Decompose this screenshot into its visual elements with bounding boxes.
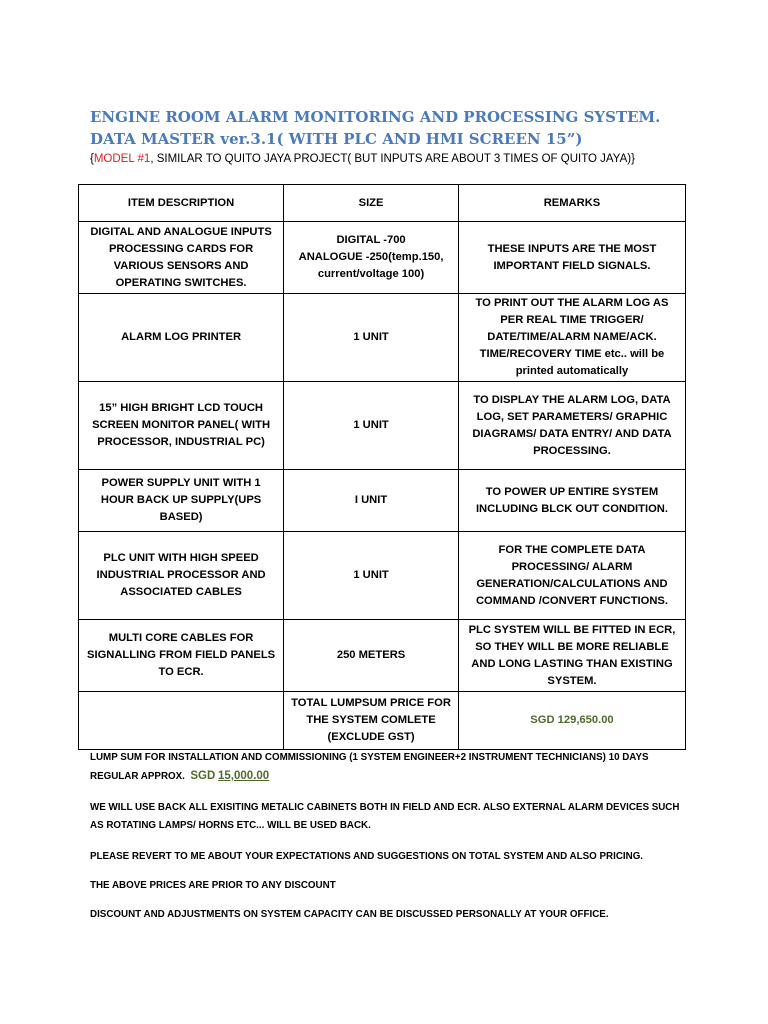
total-price: SGD 129,650.00: [458, 692, 685, 750]
subtitle: [90, 151, 635, 167]
installation-amount: 15,000.00: [218, 770, 270, 782]
row-size: I UNIT: [284, 470, 459, 532]
table-header-row: [79, 185, 686, 222]
table-row: [79, 620, 686, 692]
table-row: [79, 382, 686, 470]
row-description: 15” HIGH BRIGHT LCD TOUCH SCREEN MONITOR PANEL( WITH PROCESSOR, INDUSTRIAL PC): [79, 382, 284, 470]
header-item-description: ITEM DESCRIPTION: [79, 185, 284, 222]
document-title: ENGINE ROOM ALARM MONITORING AND PROCESSING SYSTEM. DATA MASTER ver.3.1( WITH PLC AND HMI SCREEN 15”): [90, 108, 661, 148]
brace-open: {: [90, 153, 94, 165]
model-label: MODEL #1: [93, 153, 151, 165]
row-size: 1 UNIT: [284, 532, 459, 620]
row-description: ALARM LOG PRINTER: [79, 294, 284, 382]
row-size: 250 METERS: [284, 620, 459, 692]
table-row: [79, 470, 686, 532]
discount-note: THE ABOVE PRICES ARE PRIOR TO ANY DISCOUNT: [90, 880, 336, 891]
row-remarks: THESE INPUTS ARE THE MOST IMPORTANT FIELD SIGNALS.: [458, 222, 685, 294]
table-row: [79, 532, 686, 620]
installation-currency: SGD: [190, 770, 216, 782]
size-analogue: ANALOGUE -250(temp.150, current/voltage 100): [298, 251, 444, 280]
row-description: POWER SUPPLY UNIT WITH 1 HOUR BACK UP SUPPLY(UPS BASED): [79, 470, 284, 532]
row-size: 1 UNIT: [284, 382, 459, 470]
total-label: TOTAL LUMPSUM PRICE FOR THE SYSTEM COMLETE (EXCLUDE GST): [284, 692, 459, 750]
revert-note: PLEASE REVERT TO ME ABOUT YOUR EXPECTATIONS AND SUGGESTIONS ON TOTAL SYSTEM AND ALSO PRICING.: [90, 851, 644, 862]
header-remarks: REMARKS: [458, 185, 685, 222]
row-remarks: TO POWER UP ENTIRE SYSTEM INCLUDING BLCK OUT CONDITION.: [458, 470, 685, 532]
installation-text: LUMP SUM FOR INSTALLATION AND COMMISSIONING (1 SYSTEM ENGINEER+2 INSTRUMENT TECHNICIANS) 10 DAYS REGULAR APPROX.: [90, 752, 649, 782]
specification-table: [78, 184, 686, 750]
total-empty-cell: [79, 692, 284, 750]
row-description: MULTI CORE CABLES FOR SIGNALLING FROM FIELD PANELS TO ECR.: [79, 620, 284, 692]
row-size: [284, 222, 459, 294]
reuse-note: WE WILL USE BACK ALL EXISITING METALIC CABINETS BOTH IN FIELD AND ECR. ALSO EXTERNAL ALARM DEVICES SUCH AS ROTATING LAMPS/ HORNS ETC... WILL BE USED BACK.: [90, 802, 680, 831]
row-remarks: TO PRINT OUT THE ALARM LOG AS PER REAL TIME TRIGGER/ DATE/TIME/ALARM NAME/ACK. TIME/RECOVERY TIME etc.. will be printed automatically: [458, 294, 685, 382]
table-row: [79, 294, 686, 382]
row-remarks: FOR THE COMPLETE DATA PROCESSING/ ALARM GENERATION/CALCULATIONS AND COMMAND /CONVERT FUNCTIONS.: [458, 532, 685, 620]
row-size: 1 UNIT: [284, 294, 459, 382]
table-row: [79, 222, 686, 294]
row-remarks: PLC SYSTEM WILL BE FITTED IN ECR, SO THEY WILL BE MORE RELIABLE AND LONG LASTING THAN EXISTING SYSTEM.: [458, 620, 685, 692]
adjustments-note: DISCOUNT AND ADJUSTMENTS ON SYSTEM CAPACITY CAN BE DISCUSSED PERSONALLY AT YOUR OFFICE.: [90, 909, 609, 920]
header-size: SIZE: [284, 185, 459, 222]
installation-note: [90, 749, 690, 786]
subtitle-text: , SIMILAR TO QUITO JAYA PROJECT( BUT INPUTS ARE ABOUT 3 TIMES OF QUITO JAYA)}: [150, 153, 635, 165]
row-description: DIGITAL AND ANALOGUE INPUTS PROCESSING CARDS FOR VARIOUS SENSORS AND OPERATING SWITCHES.: [79, 222, 284, 294]
row-description: PLC UNIT WITH HIGH SPEED INDUSTRIAL PROCESSOR AND ASSOCIATED CABLES: [79, 532, 284, 620]
size-digital: DIGITAL -700: [336, 234, 406, 246]
row-remarks: TO DISPLAY THE ALARM LOG, DATA LOG, SET PARAMETERS/ GRAPHIC DIAGRAMS/ DATA ENTRY/ AND DATA PROCESSING.: [458, 382, 685, 470]
table-total-row: [79, 692, 686, 750]
